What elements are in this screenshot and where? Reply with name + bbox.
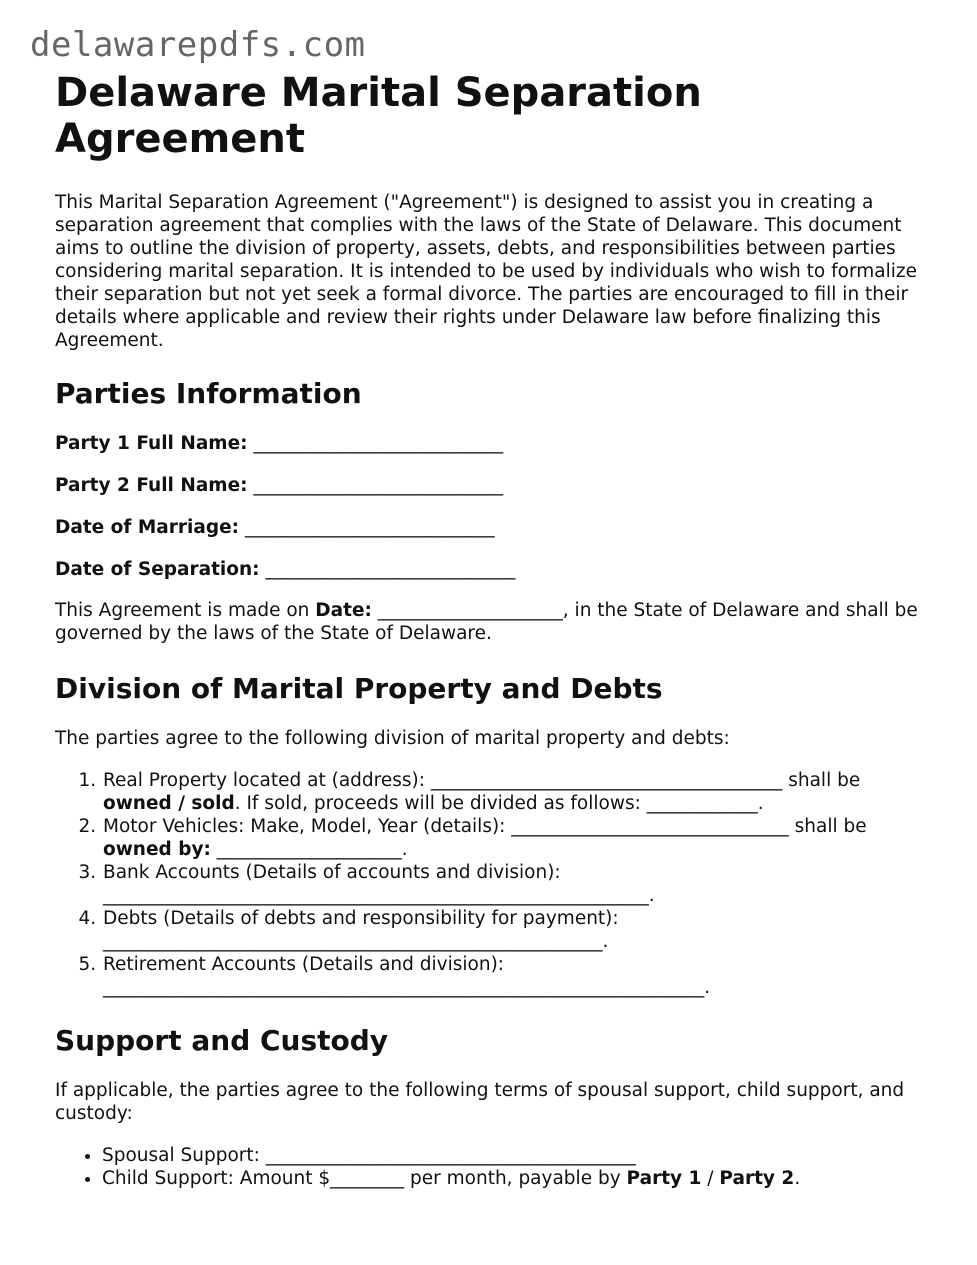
- agreement-pre: This Agreement is made on: [55, 600, 316, 621]
- document-page: [55, 70, 925, 1190]
- item-text: Real Property located at (address): ______________________________________ shall be: [103, 770, 861, 791]
- field-label: Party 2 Full Name:: [55, 475, 248, 496]
- agreement-date-label: Date:: [315, 600, 372, 621]
- agreement-date-paragraph: [55, 599, 925, 645]
- field-label: Date of Marriage:: [55, 517, 240, 538]
- field-label: Party 1 Full Name:: [55, 433, 248, 454]
- agreement-blank: ____________________: [371, 600, 563, 621]
- field-blank: ___________________________: [253, 475, 504, 496]
- party1-name-field: [55, 432, 925, 455]
- watermark: delawarepdfs.com: [30, 25, 366, 65]
- slash: /: [701, 1168, 720, 1189]
- list-item-bank-accounts: 3. Bank Accounts (Details of accounts and division): ___________________________________________________________.: [102, 861, 925, 907]
- support-list: [55, 1144, 925, 1190]
- item-bold: owned by:: [103, 839, 211, 860]
- intro-paragraph: This Marital Separation Agreement ("Agreement") is designed to assist you in creating a separation agreement that complies with the laws of the State of Delaware. This document aims to outline the division of property, assets, debts, and responsibilities between parties considering marital separation. It is intended to be used by individuals who wish to formalize their separation but not yet seek a formal divorce. The parties are encouraged to fill in their details where applicable and review their rights under Delaware law before finalizing this Agreement.: [55, 192, 917, 351]
- parties-heading: Parties Information: [55, 377, 362, 410]
- item-bold: owned / sold: [103, 793, 235, 814]
- field-blank: ___________________________: [244, 517, 495, 538]
- support-lead: If applicable, the parties agree to the following terms of spousal support, child support, and custody:: [55, 1080, 905, 1124]
- party2-option: Party 2: [719, 1168, 795, 1189]
- list-item-real-property: [102, 769, 925, 815]
- support-heading: Support and Custody: [55, 1024, 389, 1057]
- field-label: Date of Separation:: [55, 559, 260, 580]
- agreement-post: , in the State of Delaware and shall be governed by the laws of the State of Delaware.: [55, 600, 918, 644]
- party2-name-field: [55, 474, 925, 497]
- property-heading: Division of Marital Property and Debts: [55, 672, 663, 705]
- list-item-retirement: 5. Retirement Accounts (Details and division): _________________________________________________________________.: [102, 953, 925, 999]
- separation-date-field: [55, 558, 925, 581]
- item-text: . If sold, proceeds will be divided as follows: ____________.: [234, 793, 764, 814]
- list-item-child-support: [102, 1167, 925, 1190]
- document-title: Delaware Marital Separation Agreement: [55, 70, 702, 162]
- item-text: Child Support: Amount $________ per month, payable by: [102, 1168, 627, 1189]
- list-item-debts: 4. Debts (Details of debts and responsibility for payment): ______________________________________________________.: [102, 907, 925, 953]
- item-text: ____________________.: [210, 839, 408, 860]
- field-blank: ___________________________: [265, 559, 516, 580]
- list-item-spousal-support: • Spousal Support: ________________________________________: [102, 1144, 925, 1167]
- item-text: Motor Vehicles: Make, Model, Year (details): ______________________________ shall be: [103, 816, 867, 837]
- marriage-date-field: [55, 516, 925, 539]
- field-blank: ___________________________: [253, 433, 504, 454]
- item-text: .: [794, 1168, 801, 1189]
- party1-option: Party 1: [626, 1168, 702, 1189]
- property-list: [55, 769, 925, 999]
- list-item-motor-vehicles: [102, 815, 925, 861]
- property-lead: The parties agree to the following division of marital property and debts:: [55, 728, 730, 749]
